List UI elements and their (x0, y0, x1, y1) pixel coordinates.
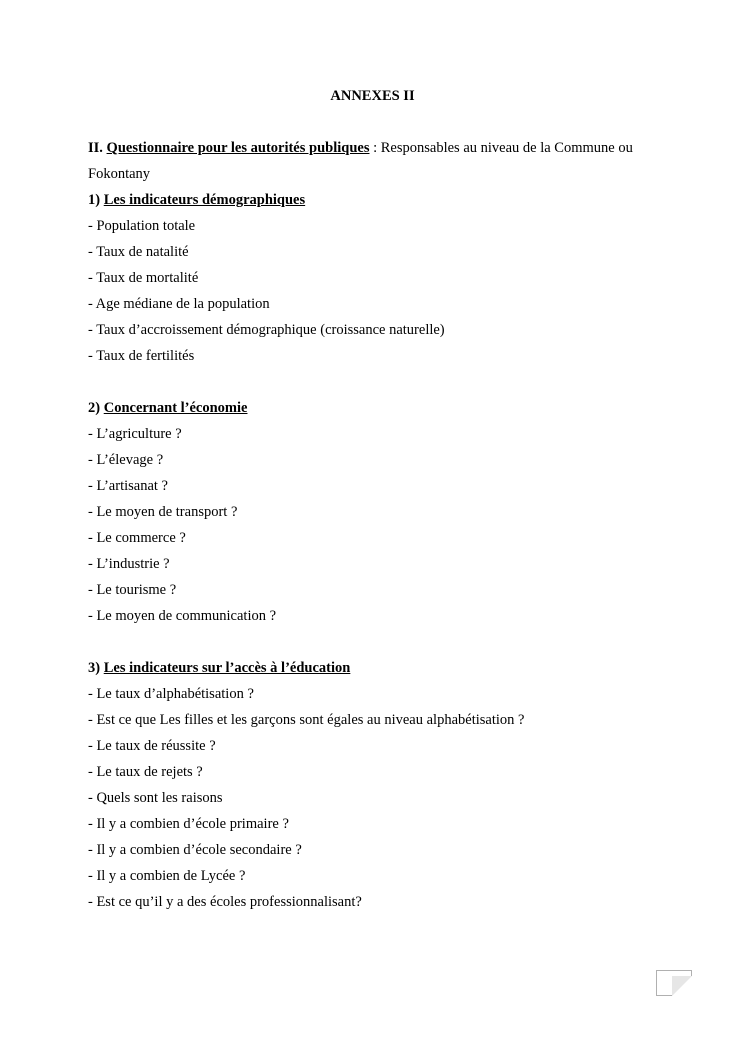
list-item: - Population totale (88, 218, 196, 234)
list-item: - Il y a combien d’école secondaire ? (88, 842, 302, 858)
questionnaire-intro (88, 137, 668, 163)
list-item: - L’industrie ? (88, 556, 170, 572)
section-number: 3) (88, 660, 101, 676)
list-item: - Il y a combien de Lycée ? (88, 868, 246, 884)
section-heading-economy (88, 397, 668, 423)
document-body (88, 137, 668, 917)
list-item: - Le commerce ? (88, 530, 186, 546)
list-item: - Est ce que Les filles et les garçons sont égales au niveau alphabétisation ? (88, 712, 525, 728)
spacer (88, 371, 668, 397)
section-title: Les indicateurs sur l’accès à l’éducation (103, 660, 351, 676)
section-title: Concernant l’économie (103, 400, 248, 416)
intro-prefix: II. (88, 140, 103, 156)
spacer (88, 631, 668, 657)
section-number: 2) (88, 400, 101, 416)
list-item: - Le taux de réussite ? (88, 738, 216, 754)
list-item: - L’agriculture ? (88, 426, 182, 442)
intro-rest: : Responsables au niveau de la Commune ou (369, 140, 633, 156)
page-title: ANNEXES II (330, 88, 415, 104)
list-item: - Le moyen de transport ? (88, 504, 238, 520)
section-number: 1) (88, 192, 101, 208)
list-item: - Taux de fertilités (88, 348, 195, 364)
list-item: - L’artisanat ? (88, 478, 168, 494)
section-heading-education (88, 657, 668, 683)
list-item: - Taux de mortalité (88, 270, 199, 286)
page-curl-icon (672, 976, 692, 996)
page-number: iv (672, 976, 678, 985)
intro-heading: Questionnaire pour les autorités publiques (106, 140, 370, 156)
page-number-box (656, 970, 692, 996)
list-item: - Taux de natalité (88, 244, 189, 260)
section-heading-demographics (88, 189, 668, 215)
list-item: - Le taux d’alphabétisation ? (88, 686, 254, 702)
list-item: - Quels sont les raisons (88, 790, 223, 806)
list-item: - Le tourisme ? (88, 582, 177, 598)
list-item: - Il y a combien d’école primaire ? (88, 816, 289, 832)
list-item: - Le moyen de communication ? (88, 608, 277, 624)
list-item: - Taux d’accroissement démographique (croissance naturelle) (88, 322, 445, 338)
list-item: - Le taux de rejets ? (88, 764, 203, 780)
list-item: - Est ce qu’il y a des écoles professionnalisant? (88, 894, 362, 910)
intro-continuation: Fokontany (88, 166, 151, 182)
section-title: Les indicateurs démographiques (103, 192, 306, 208)
list-item: - L’élevage ? (88, 452, 164, 468)
list-item: - Age médiane de la population (88, 296, 270, 312)
